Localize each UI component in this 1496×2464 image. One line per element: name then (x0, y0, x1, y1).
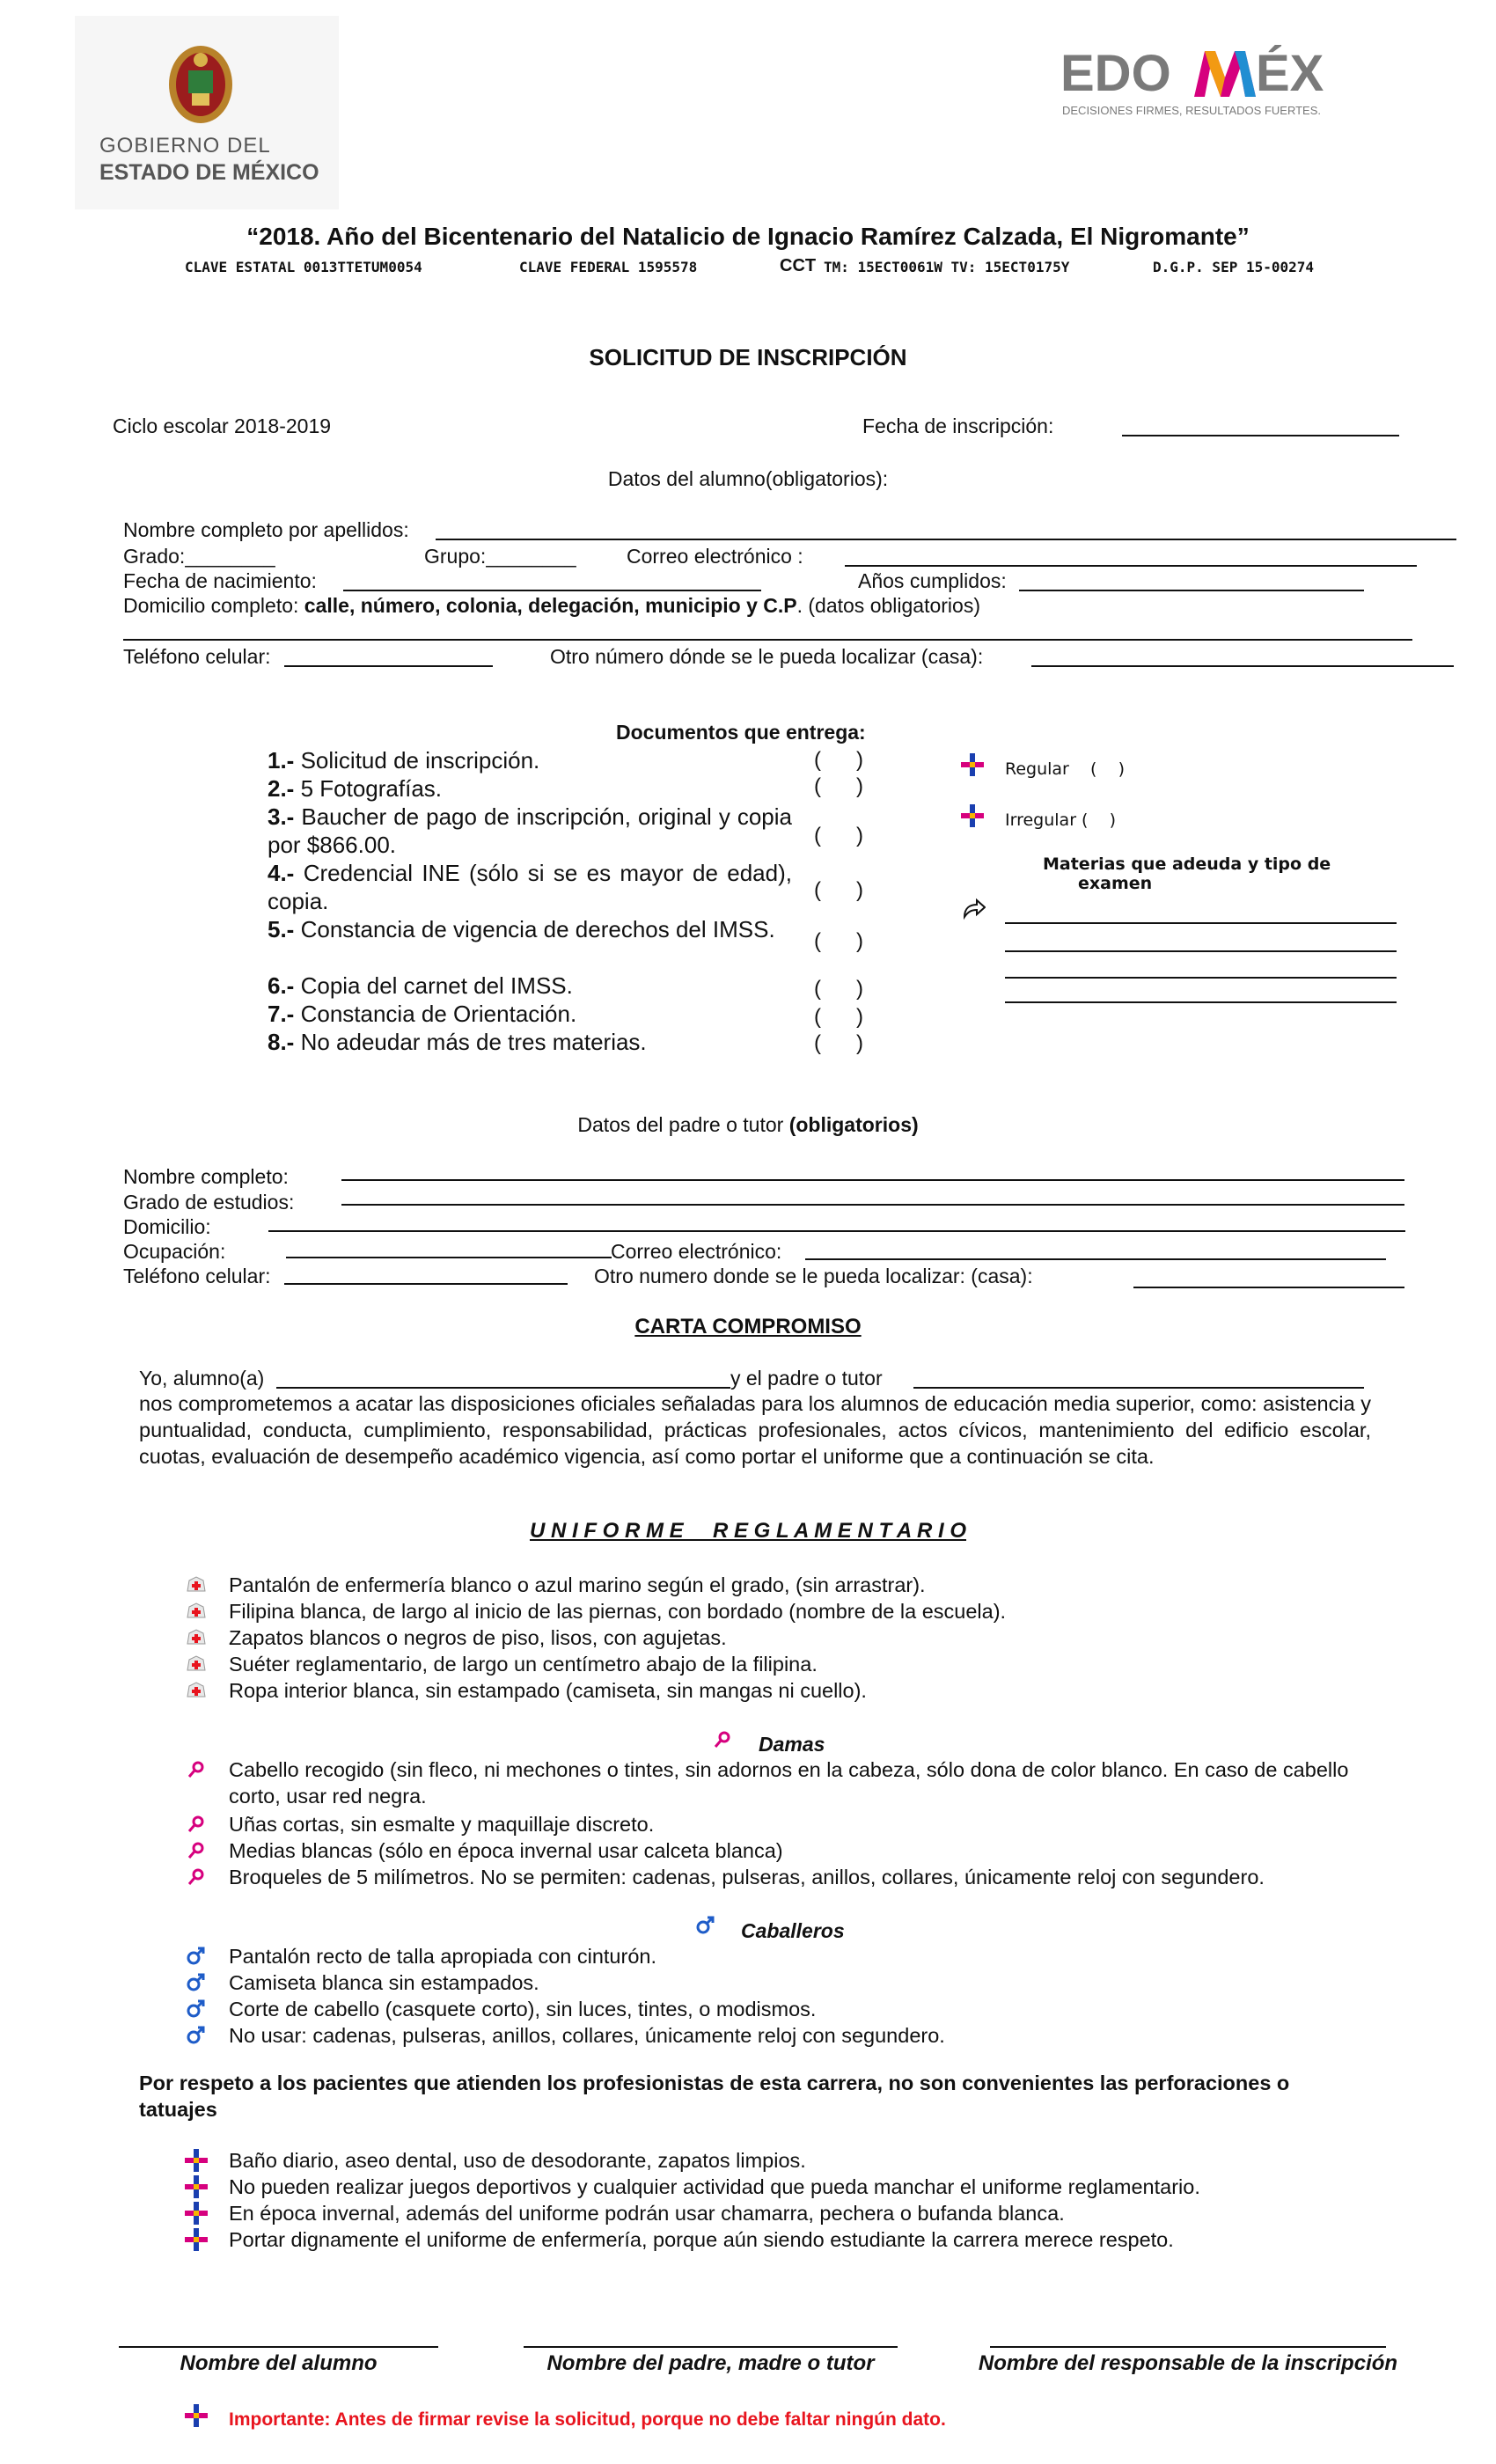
clave-federal: CLAVE FEDERAL 1595578 (519, 259, 698, 275)
tutor-otro-numero-label: Otro numero donde se le pueda localizar: (casa): (594, 1265, 1033, 1287)
tutor-grado-label: Grado de estudios: (123, 1191, 295, 1214)
colorful-cross-icon (185, 2404, 208, 2427)
carta-body: nos comprometemos a acatar las disposiciones oficiales señaladas para los alumnos de educación media superior, como: asistencia y puntualidad, conducta, cumplimiento, responsabilidad, prácticas profesionales, actos cívicos, mantenimiento del edificio escolar, cuotas, evaluación de desempeño académico vigencia, así como portar el uniforme que a continuación se cita. (139, 1392, 1371, 1468)
respeto-note: Por respeto a los pacientes que atienden los profesionistas de esta carrera, no son convenientes las perforaciones o tatuajes (139, 2072, 1290, 2121)
correo-label: Correo electrónico : (627, 545, 803, 568)
female-symbol-icon (185, 1866, 208, 1888)
brand-post: ÉX (1256, 45, 1324, 102)
form-title: SOLICITUD DE INSCRIPCIÓN (589, 344, 907, 370)
male-symbol-icon (185, 1971, 208, 1994)
colorful-cross-icon (961, 804, 984, 827)
doc-item: 5.- Constancia de vigencia de derechos del IMSS. (268, 916, 775, 942)
doc-checkbox[interactable]: ( ) (814, 977, 863, 1001)
tutor-nombre-field[interactable] (341, 1179, 1404, 1181)
carta-title: CARTA COMPROMISO (634, 1315, 862, 1338)
materias-heading-2: examen (1078, 874, 1153, 893)
tutor-correo-label: Correo electrónico: (611, 1240, 782, 1263)
colorful-cross-icon (185, 2149, 208, 2172)
student-section-heading: Datos del alumno(obligatorios): (607, 467, 889, 490)
tutor-otro-numero-field[interactable] (1133, 1287, 1404, 1288)
telefono-celular-field[interactable] (284, 665, 493, 667)
important-note: Importante: Antes de firmar revise la solicitud, porque no debe faltar ningún dato. (229, 2409, 946, 2430)
colorful-cross-icon (185, 2202, 208, 2225)
tutor-heading-plain: Datos del padre o tutor (577, 1113, 789, 1136)
materias-field[interactable] (1005, 977, 1397, 979)
tutor-nombre-label: Nombre completo: (123, 1165, 289, 1188)
grupo-label[interactable]: Grupo:________ (424, 545, 576, 568)
doc-checkbox[interactable]: ( ) (814, 774, 863, 798)
anios-cumplidos-label: Años cumplidos: (858, 569, 1007, 592)
share-arrow-icon (961, 898, 986, 920)
carta-tutor-label: y el padre o tutor (730, 1367, 883, 1390)
colorful-cross-icon (185, 2228, 208, 2251)
nurse-cap-icon (185, 1653, 208, 1676)
doc-item: 3.- Baucher de pago de inscripción, original y copia por $866.00. (268, 803, 792, 858)
otro-numero-field[interactable] (1031, 665, 1454, 667)
nurse-cap-icon (185, 1573, 208, 1596)
gov-line1: GOBIERNO DEL (99, 134, 271, 158)
domicilio-label-text: Domicilio completo: (123, 594, 299, 617)
fecha-inscripcion-field[interactable] (1122, 435, 1399, 436)
male-symbol-icon (185, 2024, 208, 2047)
doc-checkbox[interactable]: ( ) (814, 1005, 863, 1029)
caballeros-title: Caballeros (741, 1919, 845, 1942)
cct-label: CCT (780, 256, 817, 275)
nurse-cap-icon (185, 1626, 208, 1649)
tutor-heading (0, 1112, 1496, 1137)
cct-values: TM: 15ECT0061W TV: 15ECT0175Y (824, 259, 1070, 275)
doc-checkbox[interactable]: ( ) (814, 878, 863, 902)
female-symbol-icon (185, 1839, 208, 1862)
gov-logo (75, 16, 339, 209)
otro-numero-label: Otro número dónde se le pueda localizar (casa): (550, 645, 984, 668)
uniforme-title: U N I F O R M E R E G L A M E N T A R I O (529, 1519, 967, 1543)
clave-estatal: CLAVE ESTATAL 0013TTETUM0054 (185, 259, 422, 275)
carta-tutor-field[interactable] (913, 1387, 1364, 1389)
coat-of-arms-icon (165, 40, 236, 128)
telefono-celular-label: Teléfono celular: (123, 645, 271, 668)
signature-line-tutor[interactable] (524, 2346, 898, 2348)
dgp: D.G.P. SEP 15-00274 (1153, 259, 1315, 275)
ciclo-escolar: Ciclo escolar 2018-2019 (113, 414, 332, 437)
doc-item: 8.- No adeudar más de tres materias. (268, 1029, 647, 1055)
doc-item: 1.- Solicitud de inscripción. (268, 747, 540, 774)
domicilio-note: . (datos obligatorios) (796, 594, 980, 617)
tutor-domicilio-label: Domicilio: (123, 1215, 211, 1238)
materias-field[interactable] (1005, 950, 1397, 952)
brand-m-icon (1194, 51, 1256, 97)
tutor-domicilio-field[interactable] (268, 1230, 1405, 1232)
tutor-ocupacion-label: Ocupación: (123, 1240, 226, 1263)
regular-option[interactable]: Regular ( ) (1005, 759, 1126, 779)
female-symbol-icon (713, 1730, 732, 1749)
doc-checkbox[interactable]: ( ) (814, 748, 863, 772)
signature-line-responsable[interactable] (990, 2346, 1386, 2348)
doc-item: 7.- Constancia de Orientación. (268, 1001, 577, 1027)
correo-field[interactable] (845, 565, 1417, 567)
female-symbol-icon (185, 1813, 208, 1836)
materias-field[interactable] (1005, 922, 1397, 924)
doc-checkbox[interactable]: ( ) (814, 1031, 863, 1055)
colorful-cross-icon (185, 2175, 208, 2198)
nurse-cap-icon (185, 1600, 208, 1623)
tutor-grado-field[interactable] (341, 1204, 1404, 1206)
brand-pre: EDO (1060, 45, 1171, 102)
anios-cumplidos-field[interactable] (1019, 590, 1364, 591)
male-symbol-icon (695, 1915, 716, 1936)
brand-logo (1060, 46, 1377, 125)
male-symbol-icon (185, 1945, 208, 1968)
female-symbol-icon (185, 1758, 208, 1781)
domicilio-bold: calle, número, colonia, delegación, municipio y C.P (304, 594, 797, 617)
doc-item: 4.- Credencial INE (sólo si se es mayor de edad), copia. (268, 860, 792, 914)
materias-field[interactable] (1005, 1001, 1397, 1003)
signature-label-alumno: Nombre del alumno (180, 2351, 378, 2375)
doc-checkbox[interactable]: ( ) (814, 929, 863, 953)
fecha-inscripcion-label: Fecha de inscripción: (862, 414, 1054, 437)
carta-alumno-field[interactable] (276, 1387, 730, 1389)
doc-item: 6.- Copia del carnet del IMSS. (268, 972, 573, 999)
fecha-nacimiento-field[interactable] (343, 590, 761, 591)
domicilio-field[interactable] (123, 639, 1412, 641)
signature-line-alumno[interactable] (119, 2346, 438, 2348)
damas-title: Damas (759, 1733, 825, 1756)
grado-label[interactable]: Grado:________ (123, 545, 275, 568)
domicilio-label (123, 593, 980, 618)
fecha-nacimiento-label: Fecha de nacimiento: (123, 569, 317, 592)
brand-tagline: DECISIONES FIRMES, RESULTADOS FUERTES. (1062, 104, 1321, 117)
year-motto: “2018. Año del Bicentenario del Natalicio de Ignacio Ramírez Calzada, El Nigromante” (246, 223, 1250, 250)
doc-item: 2.- 5 Fotografías. (268, 775, 442, 802)
tutor-heading-bold: (obligatorios) (788, 1113, 919, 1136)
colorful-cross-icon (961, 753, 984, 776)
nurse-cap-icon (185, 1679, 208, 1702)
doc-checkbox[interactable]: ( ) (814, 824, 863, 847)
gov-line2: ESTADO DE MÉXICO (99, 160, 319, 185)
irregular-option[interactable]: Irregular ( ) (1005, 810, 1117, 830)
tutor-telefono-field[interactable] (284, 1283, 568, 1285)
male-symbol-icon (185, 1998, 208, 2020)
tutor-ocupacion-field[interactable] (286, 1257, 612, 1258)
carta-alumno-label: Yo, alumno(a) (139, 1367, 265, 1390)
signature-label-responsable: Nombre del responsable de la inscripción (978, 2351, 1398, 2375)
materias-heading-1: Materias que adeuda y tipo de (1043, 854, 1331, 874)
documents-heading: Documentos que entrega: (616, 721, 866, 744)
tutor-telefono-label: Teléfono celular: (123, 1265, 271, 1287)
tutor-correo-field[interactable] (805, 1258, 1386, 1260)
signature-label-tutor: Nombre del padre, madre o tutor (546, 2351, 875, 2375)
nombre-apellidos-field[interactable] (436, 539, 1456, 540)
nombre-apellidos-label: Nombre completo por apellidos: (123, 518, 409, 541)
